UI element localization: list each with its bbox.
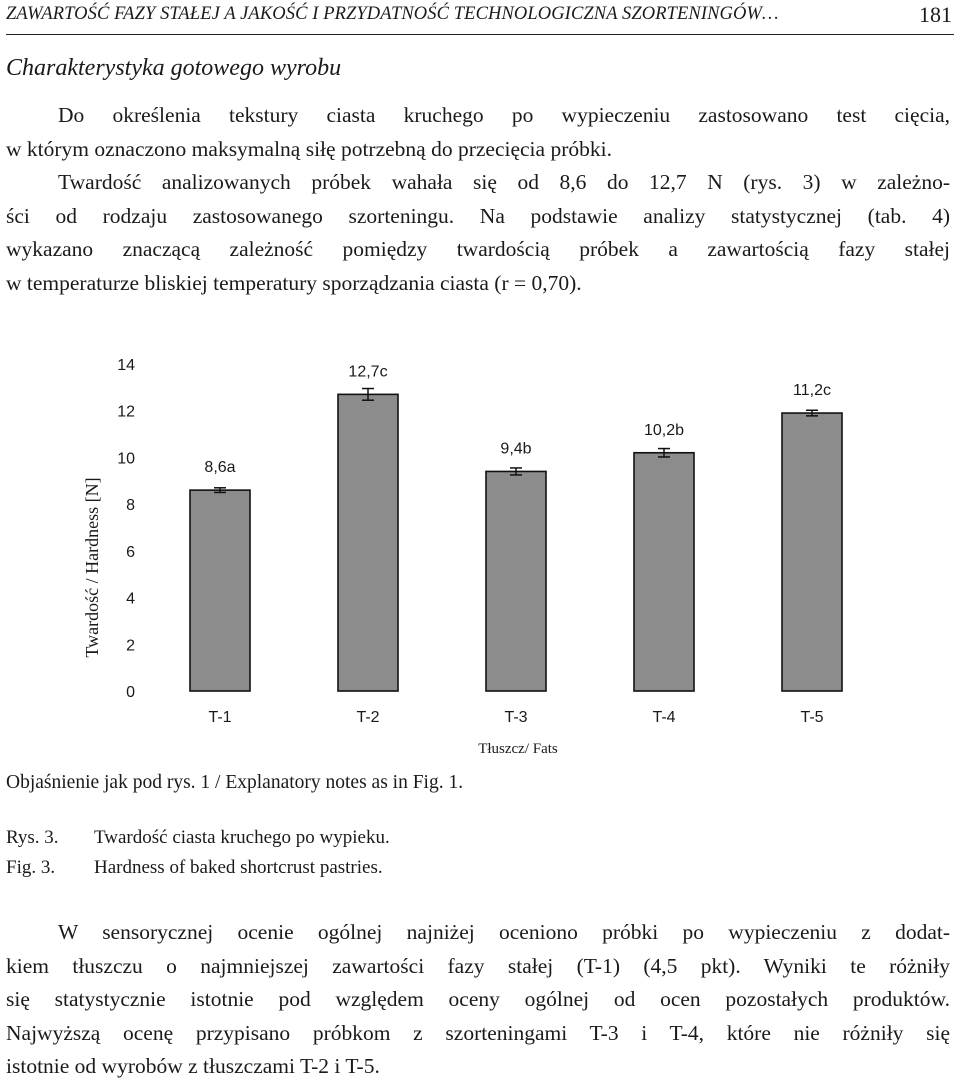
x-axis-title: Tłuszcz/ Fats [478, 741, 558, 757]
paragraph-line: ści od rodzaju zastosowanego szorteningu. Na podstawie analizy statystycznej (tab. 4) [6, 203, 950, 228]
paragraph-line: istotnie od wyrobów z tłuszczami T-2 i T-5. [6, 1054, 380, 1079]
x-tick-label: T-2 [356, 709, 380, 726]
bar [338, 394, 398, 691]
y-tick-label: 0 [126, 684, 135, 701]
bar [190, 490, 250, 691]
paragraph-line: W sensorycznej ocenie ogólnej najniżej oceniono próbki po wypieczeniu z dodat- [58, 920, 950, 944]
y-tick-label: 12 [117, 403, 135, 421]
paragraph-line: kiem tłuszczu o najmniejszej zawartości fazy stałej (T-1) (4,5 pkt). Wyniki te różniły [6, 953, 950, 978]
paragraph-line: się statystycznie istotnie pod względem oceny ogólnej od ocen pozostałych produktów. [6, 987, 950, 1012]
caption-text-en: Hardness of baked shortcrust pastries. [94, 857, 383, 878]
x-tick-label: T-1 [208, 709, 232, 726]
x-tick-label: T-3 [504, 709, 528, 726]
paragraph-line: wykazano znaczącą zależność pomiędzy twardością próbek a zawartością fazy stałej [6, 237, 950, 262]
paragraph-line: Do określenia tekstury ciasta kruchego po wypieczeniu zastosowano test cięcia, [58, 103, 950, 127]
y-tick-label: 8 [126, 497, 135, 515]
section-title: Charakterystyka gotowego wyrobu [6, 55, 342, 81]
paragraph-line: w którym oznaczono maksymalną siłę potrzebną do przecięcia próbki. [6, 136, 612, 161]
bar [486, 471, 546, 691]
paragraph-line: Twardość analizowanych próbek wahała się od 8,6 do 12,7 N (rys. 3) w zależno- [58, 170, 950, 195]
y-tick-label: 2 [126, 637, 135, 655]
bar [782, 413, 842, 691]
running-title: ZAWARTOŚĆ FAZY STAŁEJ A JAKOŚĆ I PRZYDATNOŚĆ TECHNOLOGICZNA SZORTENINGÓW… [6, 4, 779, 24]
y-tick-label: 10 [117, 450, 135, 468]
running-header [6, 0, 954, 35]
bar [634, 453, 694, 691]
paragraph-line: w temperaturze bliskiej temperatury sporządzania ciasta (r = 0,70). [6, 270, 582, 295]
data-label: 10,2b [643, 421, 685, 439]
page-number: 181 [919, 2, 952, 27]
explanatory-note: Objaśnienie jak pod rys. 1 / Explanatory notes as in Fig. 1. [6, 772, 464, 793]
caption-text-pl: Twardość ciasta kruchego po wypieku. [94, 827, 390, 848]
paragraph-sensory [6, 916, 950, 1084]
y-tick-label: 4 [126, 590, 135, 608]
paragraph-hardness [6, 99, 950, 301]
hardness-bar-chart [0, 345, 960, 765]
y-axis-title: Twardość / Hardness [N] [82, 477, 102, 658]
data-label: 8,6a [204, 459, 236, 477]
x-tick-label: T-5 [800, 709, 824, 726]
caption-label-pl: Rys. 3. [6, 827, 59, 848]
data-label: 12,7c [348, 363, 388, 381]
caption-label-en: Fig. 3. [6, 857, 56, 878]
y-tick-label: 14 [117, 357, 135, 374]
data-label: 9,4b [500, 440, 532, 458]
x-tick-label: T-4 [652, 709, 676, 726]
y-tick-label: 6 [126, 543, 135, 561]
paragraph-line: Najwyższą ocenę przypisano próbkom z szorteningami T-3 i T-4, które nie różniły się [6, 1020, 950, 1045]
data-label: 11,2c [793, 382, 831, 400]
